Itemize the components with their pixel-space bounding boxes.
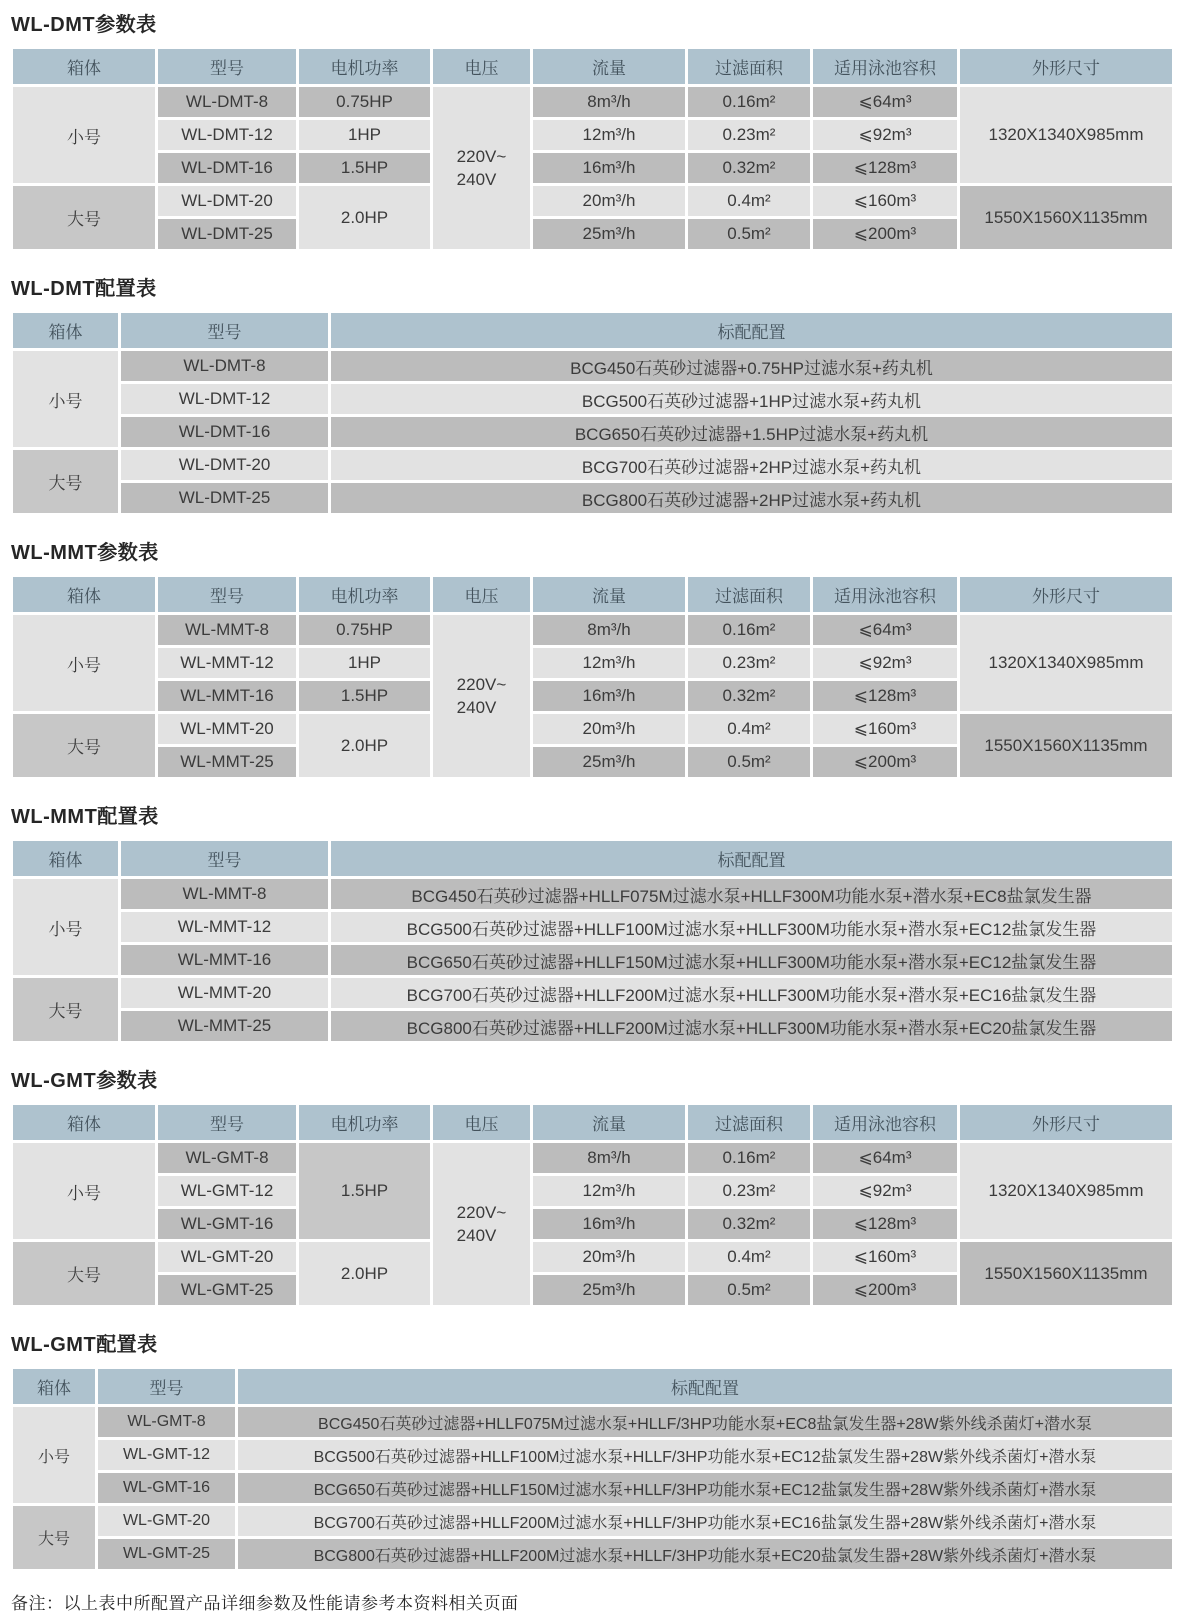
cell-model: WL-GMT-20 (158, 1242, 296, 1272)
cell-model: WL-GMT-16 (158, 1209, 296, 1239)
cell-model: WL-MMT-20 (158, 714, 296, 744)
cell-dimensions-small: 1320X1340X985mm (960, 615, 1172, 711)
cell-config: BCG700石英砂过滤器+HLLF200M过滤水泵+HLLF300M功能水泵+潜水泵+EC16盐氯发生器 (331, 978, 1172, 1008)
cell-model: WL-DMT-16 (158, 153, 296, 183)
table-title-gmt-params: WL-GMT参数表 (11, 1070, 158, 1092)
cell-power: 0.75HP (299, 615, 430, 645)
cell-filter-area: 0.5m² (688, 219, 810, 249)
table-title-mmt-config: WL-MMT配置表 (11, 806, 159, 828)
voltage-text (457, 145, 507, 191)
cell-filter-area: 0.16m² (688, 615, 810, 645)
cell-power: 1HP (299, 120, 430, 150)
cell-model: WL-DMT-12 (158, 120, 296, 150)
table-row (13, 615, 1172, 645)
cell-config: BCG700石英砂过滤器+2HP过滤水泵+药丸机 (331, 450, 1172, 480)
column-header: 电机功率 (299, 1105, 430, 1140)
table-row (13, 714, 1172, 744)
cell-config: BCG450石英砂过滤器+HLLF075M过滤水泵+HLLF300M功能水泵+潜水泵+EC8盐氯发生器 (331, 879, 1172, 909)
cell-config: BCG700石英砂过滤器+HLLF200M过滤水泵+HLLF/3HP功能水泵+EC16盐氯发生器+28W紫外线杀菌灯+潜水泵 (238, 1506, 1172, 1536)
table-title-gmt-config: WL-GMT配置表 (11, 1334, 158, 1356)
cell-model: WL-DMT-25 (158, 219, 296, 249)
cell-pool-volume: ⩽128m³ (813, 153, 957, 183)
cell-cabinet-large: 大号 (13, 450, 118, 513)
dmt-params-table (10, 46, 1175, 252)
cell-config: BCG500石英砂过滤器+HLLF100M过滤水泵+HLLF300M功能水泵+潜水泵+EC12盐氯发生器 (331, 912, 1172, 942)
table-row (13, 87, 1172, 117)
cell-cabinet-large: 大号 (13, 1242, 155, 1305)
column-header: 箱体 (13, 577, 155, 612)
column-header: 电压 (433, 49, 530, 84)
cell-model: WL-DMT-8 (121, 351, 328, 381)
cell-dimensions-large: 1550X1560X1135mm (960, 186, 1172, 249)
column-header: 箱体 (13, 313, 118, 348)
voltage-text (457, 1201, 507, 1247)
cell-model: WL-DMT-12 (121, 384, 328, 414)
gmt-params-table (10, 1102, 1175, 1308)
cell-config: BCG650石英砂过滤器+1.5HP过滤水泵+药丸机 (331, 417, 1172, 447)
table-row (13, 1440, 1172, 1470)
cell-cabinet-small: 小号 (13, 1407, 95, 1503)
cell-voltage (433, 87, 530, 249)
cell-model: WL-MMT-8 (121, 879, 328, 909)
cell-pool-volume: ⩽128m³ (813, 681, 957, 711)
mmt-config-table (10, 838, 1175, 1044)
voltage-line1: 220V~ (456, 675, 507, 694)
cell-model: WL-GMT-25 (158, 1275, 296, 1305)
cell-filter-area: 0.23m² (688, 648, 810, 678)
cell-flow: 8m³/h (533, 87, 685, 117)
cell-pool-volume: ⩽160m³ (813, 1242, 957, 1272)
header-row (13, 313, 1172, 348)
column-header: 电压 (433, 577, 530, 612)
column-header: 流量 (533, 1105, 685, 1140)
column-header: 箱体 (13, 1105, 155, 1140)
header-row (13, 841, 1172, 876)
voltage-line2: 240V (456, 170, 497, 189)
table-row (13, 186, 1172, 216)
table-row (13, 1506, 1172, 1536)
cell-pool-volume: ⩽92m³ (813, 1176, 957, 1206)
cell-cabinet-small: 小号 (13, 879, 118, 975)
table-title-dmt-params: WL-DMT参数表 (11, 14, 157, 36)
cell-config: BCG800石英砂过滤器+2HP过滤水泵+药丸机 (331, 483, 1172, 513)
mmt-params-table (10, 574, 1175, 780)
cell-flow: 20m³/h (533, 1242, 685, 1272)
cell-filter-area: 0.4m² (688, 1242, 810, 1272)
table-row (13, 978, 1172, 1008)
cell-model: WL-DMT-20 (158, 186, 296, 216)
column-header: 箱体 (13, 841, 118, 876)
cell-cabinet-small: 小号 (13, 87, 155, 183)
cell-power-merged: 2.0HP (299, 714, 430, 777)
cell-config: BCG500石英砂过滤器+1HP过滤水泵+药丸机 (331, 384, 1172, 414)
voltage-line1: 220V~ (456, 147, 507, 166)
cell-model: WL-GMT-25 (98, 1539, 235, 1569)
table-row (13, 1539, 1172, 1569)
dmt-config-table (10, 310, 1175, 516)
cell-model: WL-GMT-8 (158, 1143, 296, 1173)
cell-power-merged: 1.5HP (299, 1143, 430, 1239)
cell-model: WL-MMT-20 (121, 978, 328, 1008)
cell-flow: 8m³/h (533, 615, 685, 645)
cell-power: 1.5HP (299, 681, 430, 711)
voltage-line2: 240V (456, 698, 497, 717)
cell-dimensions-small: 1320X1340X985mm (960, 87, 1172, 183)
table-row (13, 1473, 1172, 1503)
header-row (13, 1105, 1172, 1140)
cell-flow: 20m³/h (533, 186, 685, 216)
column-header: 电压 (433, 1105, 530, 1140)
table-row (13, 483, 1172, 513)
cell-model: WL-MMT-25 (158, 747, 296, 777)
table-row (13, 450, 1172, 480)
cell-flow: 25m³/h (533, 747, 685, 777)
cell-pool-volume: ⩽200m³ (813, 747, 957, 777)
table-row (13, 1242, 1172, 1272)
table-row (13, 912, 1172, 942)
cell-cabinet-large: 大号 (13, 186, 155, 249)
cell-pool-volume: ⩽160m³ (813, 714, 957, 744)
column-header: 型号 (121, 841, 328, 876)
cell-config: BCG800石英砂过滤器+HLLF200M过滤水泵+HLLF/3HP功能水泵+EC20盐氯发生器+28W紫外线杀菌灯+潜水泵 (238, 1539, 1172, 1569)
cell-model: WL-GMT-16 (98, 1473, 235, 1503)
cell-filter-area: 0.5m² (688, 1275, 810, 1305)
cell-flow: 8m³/h (533, 1143, 685, 1173)
cell-cabinet-small: 小号 (13, 1143, 155, 1239)
column-header: 型号 (121, 313, 328, 348)
table-row (13, 417, 1172, 447)
cell-filter-area: 0.32m² (688, 153, 810, 183)
table-row (13, 1143, 1172, 1173)
cell-model: WL-DMT-25 (121, 483, 328, 513)
cell-filter-area: 0.32m² (688, 681, 810, 711)
cell-config: BCG650石英砂过滤器+HLLF150M过滤水泵+HLLF/3HP功能水泵+EC12盐氯发生器+28W紫外线杀菌灯+潜水泵 (238, 1473, 1172, 1503)
cell-filter-area: 0.16m² (688, 1143, 810, 1173)
table-row (13, 879, 1172, 909)
cell-flow: 12m³/h (533, 1176, 685, 1206)
column-header: 外形尺寸 (960, 49, 1172, 84)
column-header: 电机功率 (299, 577, 430, 612)
table-row (13, 351, 1172, 381)
cell-model: WL-GMT-20 (98, 1506, 235, 1536)
cell-model: WL-MMT-16 (121, 945, 328, 975)
cell-cabinet-small: 小号 (13, 351, 118, 447)
cell-model: WL-GMT-12 (158, 1176, 296, 1206)
column-header: 过滤面积 (688, 49, 810, 84)
voltage-line1: 220V~ (456, 1203, 507, 1222)
cell-power-merged: 2.0HP (299, 186, 430, 249)
cell-cabinet-large: 大号 (13, 1506, 95, 1569)
column-header: 适用泳池容积 (813, 577, 957, 612)
cell-flow: 16m³/h (533, 153, 685, 183)
cell-pool-volume: ⩽64m³ (813, 1143, 957, 1173)
header-row (13, 49, 1172, 84)
cell-pool-volume: ⩽160m³ (813, 186, 957, 216)
voltage-text (457, 673, 507, 719)
table-title-mmt-params: WL-MMT参数表 (11, 542, 159, 564)
cell-flow: 12m³/h (533, 648, 685, 678)
column-header: 箱体 (13, 49, 155, 84)
column-header: 适用泳池容积 (813, 1105, 957, 1140)
column-header: 过滤面积 (688, 577, 810, 612)
column-header: 外形尺寸 (960, 1105, 1172, 1140)
column-header: 型号 (158, 577, 296, 612)
cell-flow: 20m³/h (533, 714, 685, 744)
cell-cabinet-small: 小号 (13, 615, 155, 711)
cell-filter-area: 0.32m² (688, 1209, 810, 1239)
cell-dimensions-large: 1550X1560X1135mm (960, 1242, 1172, 1305)
table-row (13, 945, 1172, 975)
cell-filter-area: 0.23m² (688, 1176, 810, 1206)
cell-dimensions-large: 1550X1560X1135mm (960, 714, 1172, 777)
cell-power: 1.5HP (299, 153, 430, 183)
cell-power: 0.75HP (299, 87, 430, 117)
cell-cabinet-large: 大号 (13, 714, 155, 777)
cell-config: BCG650石英砂过滤器+HLLF150M过滤水泵+HLLF300M功能水泵+潜水泵+EC12盐氯发生器 (331, 945, 1172, 975)
cell-pool-volume: ⩽64m³ (813, 87, 957, 117)
voltage-line2: 240V (456, 1226, 497, 1245)
cell-config: BCG800石英砂过滤器+HLLF200M过滤水泵+HLLF300M功能水泵+潜水泵+EC20盐氯发生器 (331, 1011, 1172, 1041)
header-row (13, 577, 1172, 612)
column-header: 外形尺寸 (960, 577, 1172, 612)
cell-flow: 25m³/h (533, 1275, 685, 1305)
table-row (13, 1407, 1172, 1437)
cell-pool-volume: ⩽92m³ (813, 120, 957, 150)
cell-model: WL-MMT-12 (121, 912, 328, 942)
column-header: 流量 (533, 49, 685, 84)
cell-pool-volume: ⩽200m³ (813, 1275, 957, 1305)
column-header: 适用泳池容积 (813, 49, 957, 84)
column-header: 流量 (533, 577, 685, 612)
cell-pool-volume: ⩽92m³ (813, 648, 957, 678)
column-header: 箱体 (13, 1369, 95, 1404)
cell-flow: 25m³/h (533, 219, 685, 249)
footnote: 备注：以上表中所配置产品详细参数及性能请参考本资料相关页面 (11, 1594, 519, 1613)
column-header: 过滤面积 (688, 1105, 810, 1140)
column-header: 电机功率 (299, 49, 430, 84)
cell-model: WL-DMT-20 (121, 450, 328, 480)
cell-power: 1HP (299, 648, 430, 678)
cell-filter-area: 0.4m² (688, 186, 810, 216)
column-header: 标配配置 (331, 313, 1172, 348)
cell-model: WL-MMT-16 (158, 681, 296, 711)
column-header: 型号 (158, 49, 296, 84)
table-row (13, 384, 1172, 414)
cell-flow: 12m³/h (533, 120, 685, 150)
table-row (13, 1011, 1172, 1041)
cell-filter-area: 0.23m² (688, 120, 810, 150)
gmt-config-table (10, 1366, 1175, 1572)
cell-config: BCG500石英砂过滤器+HLLF100M过滤水泵+HLLF/3HP功能水泵+EC12盐氯发生器+28W紫外线杀菌灯+潜水泵 (238, 1440, 1172, 1470)
cell-model: WL-DMT-8 (158, 87, 296, 117)
cell-filter-area: 0.16m² (688, 87, 810, 117)
cell-model: WL-MMT-8 (158, 615, 296, 645)
cell-voltage (433, 615, 530, 777)
cell-voltage (433, 1143, 530, 1305)
cell-filter-area: 0.5m² (688, 747, 810, 777)
cell-model: WL-GMT-8 (98, 1407, 235, 1437)
cell-model: WL-GMT-12 (98, 1440, 235, 1470)
cell-power-merged: 2.0HP (299, 1242, 430, 1305)
column-header: 型号 (158, 1105, 296, 1140)
cell-config: BCG450石英砂过滤器+0.75HP过滤水泵+药丸机 (331, 351, 1172, 381)
cell-config: BCG450石英砂过滤器+HLLF075M过滤水泵+HLLF/3HP功能水泵+EC8盐氯发生器+28W紫外线杀菌灯+潜水泵 (238, 1407, 1172, 1437)
cell-pool-volume: ⩽200m³ (813, 219, 957, 249)
column-header: 标配配置 (238, 1369, 1172, 1404)
cell-model: WL-MMT-12 (158, 648, 296, 678)
table-title-dmt-config: WL-DMT配置表 (11, 278, 157, 300)
cell-model: WL-DMT-16 (121, 417, 328, 447)
cell-flow: 16m³/h (533, 681, 685, 711)
cell-model: WL-MMT-25 (121, 1011, 328, 1041)
cell-pool-volume: ⩽64m³ (813, 615, 957, 645)
cell-flow: 16m³/h (533, 1209, 685, 1239)
column-header: 型号 (98, 1369, 235, 1404)
cell-pool-volume: ⩽128m³ (813, 1209, 957, 1239)
cell-dimensions-small: 1320X1340X985mm (960, 1143, 1172, 1239)
header-row (13, 1369, 1172, 1404)
cell-cabinet-large: 大号 (13, 978, 118, 1041)
cell-filter-area: 0.4m² (688, 714, 810, 744)
column-header: 标配配置 (331, 841, 1172, 876)
